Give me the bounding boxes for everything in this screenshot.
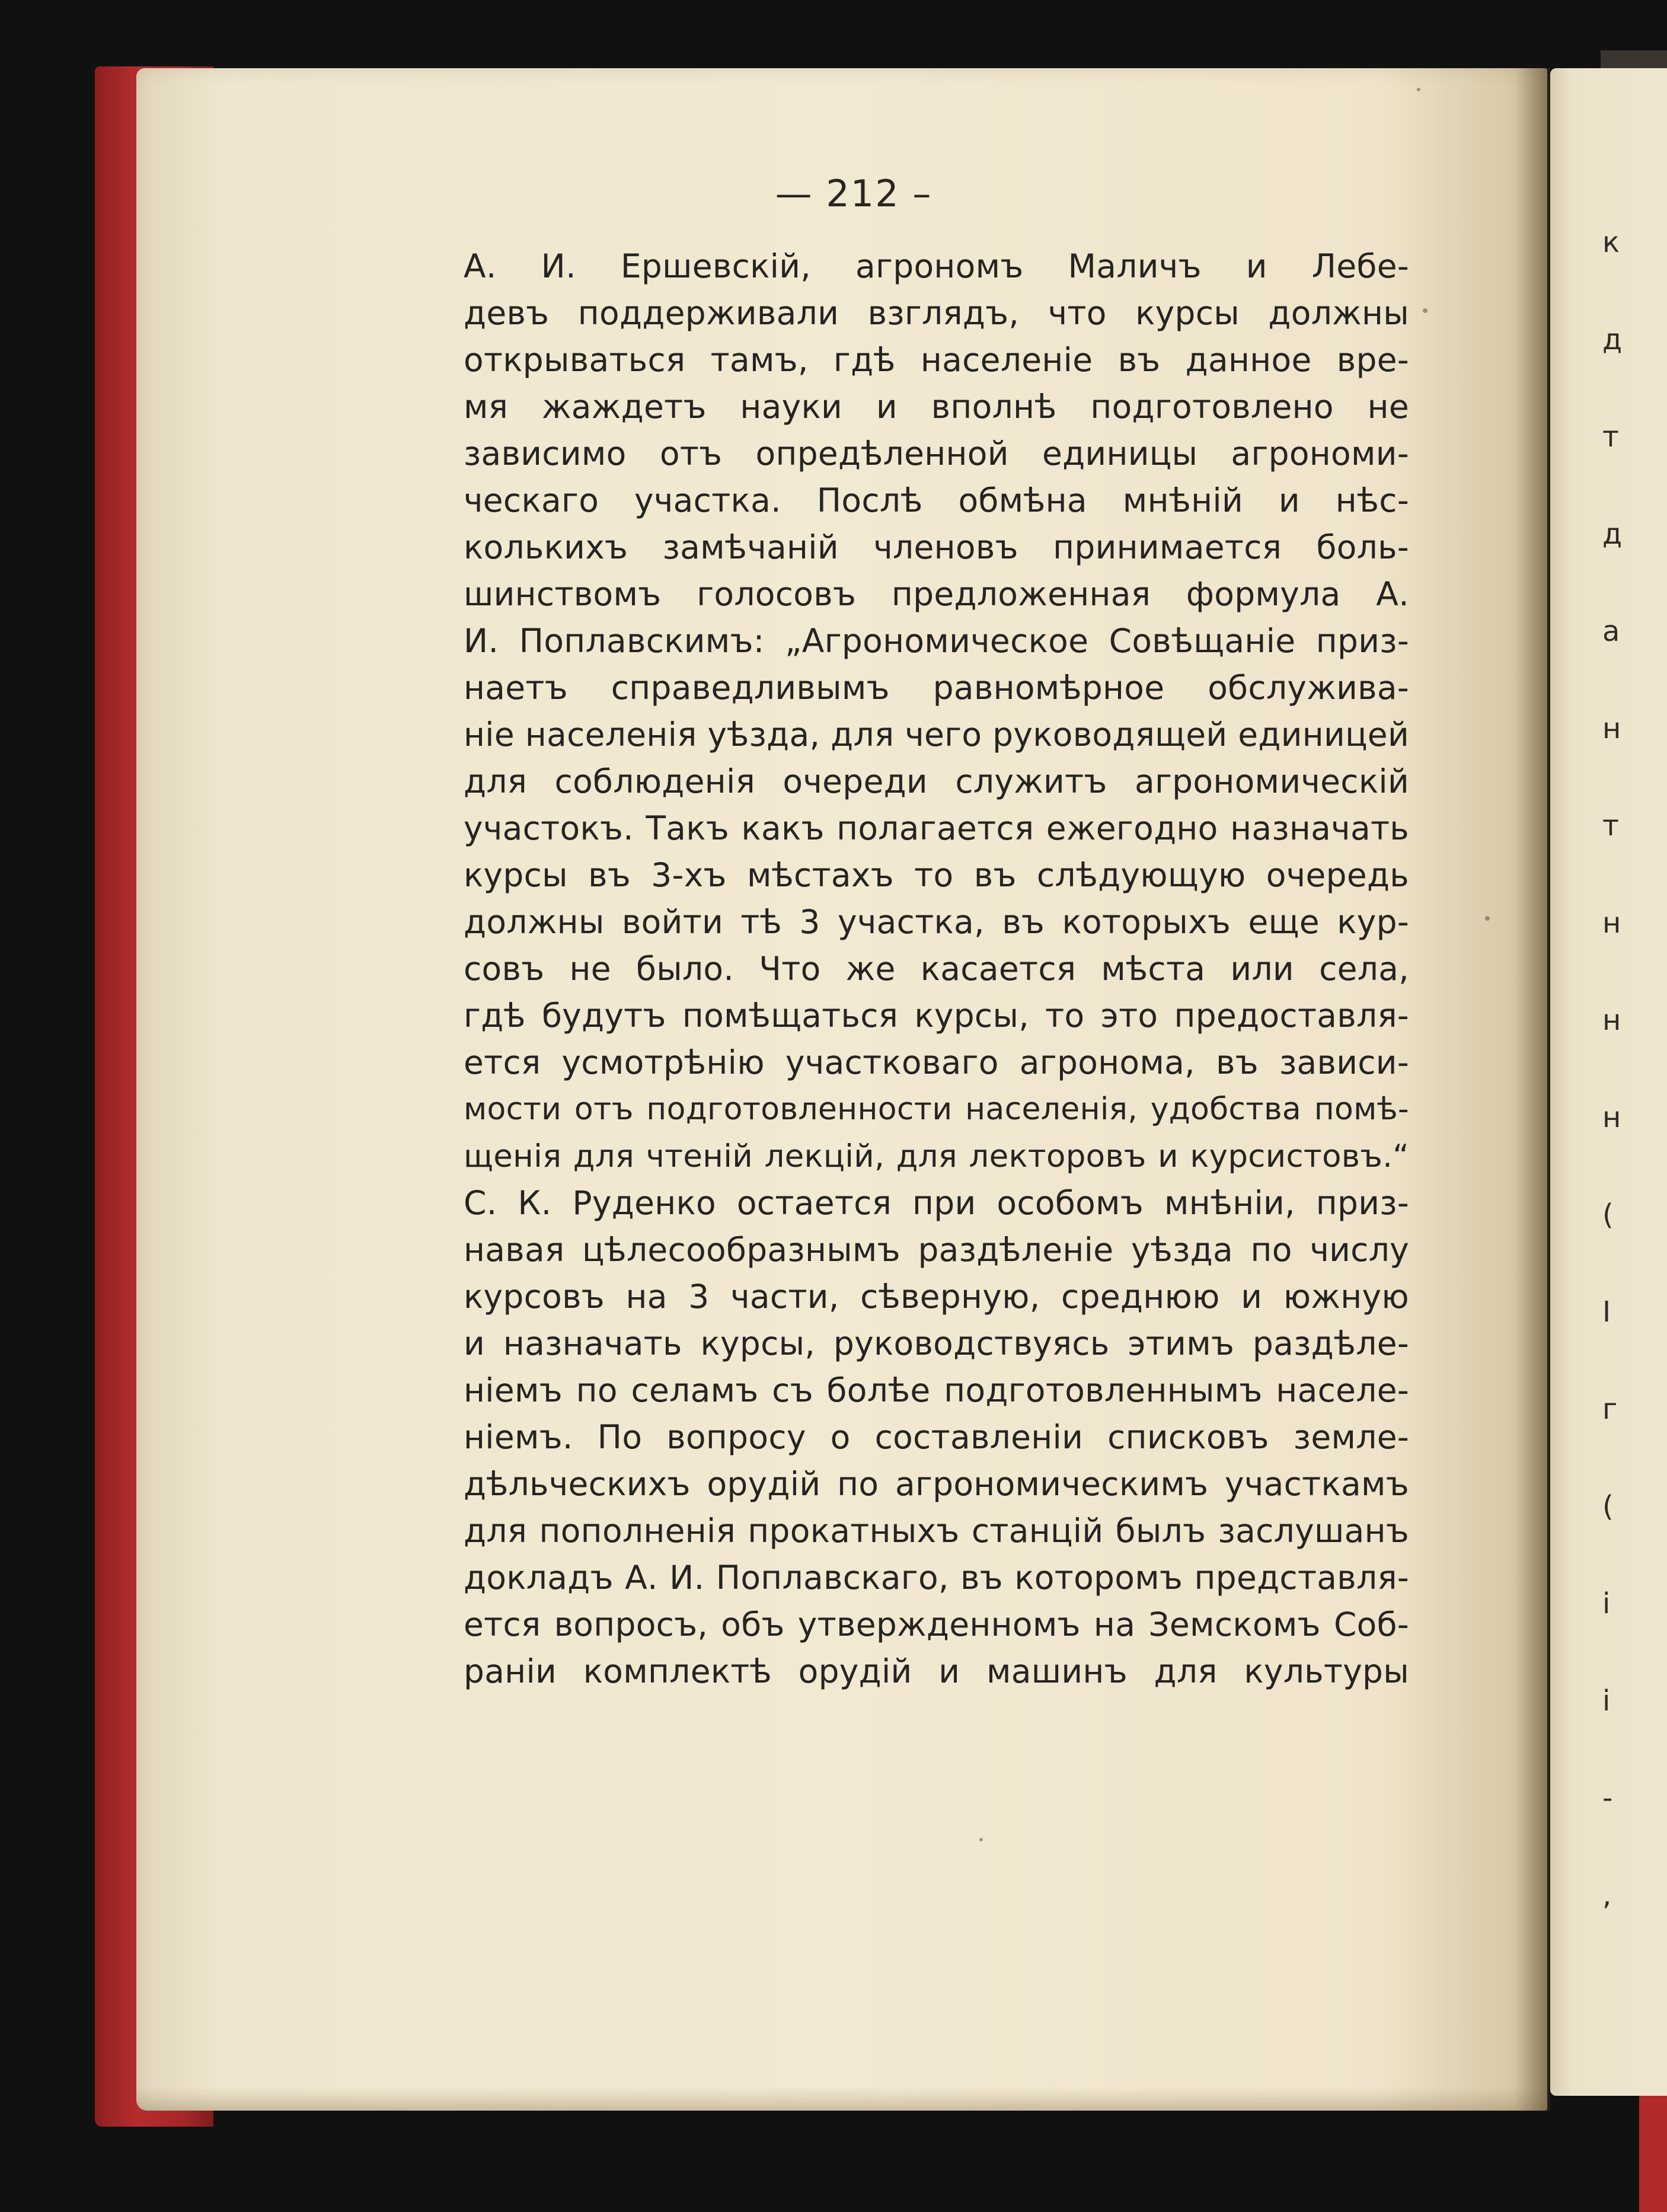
page-number: — 212 –	[775, 172, 933, 215]
facing-page-letter: (	[1602, 1490, 1614, 1523]
facing-page-letter: т	[1602, 420, 1619, 454]
text-line: дѣльческихъ орудій по агрономическимъ участкамъ	[464, 1465, 1409, 1503]
text-line: курсовъ на 3 части, сѣверную, среднюю и южную	[464, 1278, 1409, 1316]
page-body-text	[464, 243, 1409, 1695]
text-line: для соблюденія очереди служитъ агрономическій	[464, 762, 1409, 800]
book-cover-corner-right	[1639, 2096, 1667, 2212]
text-line: мя жаждетъ науки и вполнѣ подготовлено не	[464, 388, 1409, 426]
book-cover-top-right	[1601, 50, 1667, 68]
text-line: докладъ А. И. Поплавскаго, въ которомъ представля-	[464, 1559, 1409, 1597]
facing-page-letter: (	[1602, 1198, 1614, 1231]
text-line: щенія для чтеній лекцій, для лекторовъ и курсистовъ.“	[464, 1138, 1409, 1174]
text-line: навая цѣлесообразнымъ раздѣленіе уѣзда по числу	[464, 1231, 1409, 1269]
text-line: ческаго участка. Послѣ обмѣна мнѣній и нѣс-	[464, 481, 1409, 519]
text-line: открываться тамъ, гдѣ населеніе въ данное вре-	[464, 341, 1409, 379]
facing-page-letter: н	[1602, 1101, 1621, 1134]
text-line: ніе населенія уѣзда, для чего руководящей единицей	[464, 716, 1409, 754]
facing-page-letter: н	[1602, 906, 1621, 940]
text-line: девъ поддерживали взглядъ, что курсы должны	[464, 294, 1409, 332]
facing-page-letter: І	[1602, 1295, 1611, 1329]
facing-page-letter: н	[1602, 712, 1621, 745]
text-line: колькихъ замѣчаній членовъ принимается боль-	[464, 528, 1409, 566]
facing-page-letter: а	[1602, 615, 1620, 648]
text-line: наетъ справедливымъ равномѣрное обслужива-	[464, 669, 1409, 707]
text-line: И. Поплавскимъ: „Агрономическое Совѣщаніе приз-	[464, 622, 1409, 660]
paper-speck	[1485, 916, 1490, 921]
facing-page-letter: д	[1602, 518, 1623, 551]
text-line: мости отъ подготовленности населенія, удобства помѣ-	[464, 1091, 1409, 1127]
text-line: ніемъ. По вопросу о составленіи списковъ земле-	[464, 1418, 1409, 1456]
text-line: шинствомъ голосовъ предложенная формула А.	[464, 575, 1409, 613]
text-line: участокъ. Такъ какъ полагается ежегодно назначать	[464, 809, 1409, 847]
text-line: курсы въ 3-хъ мѣстахъ то въ слѣдующую очередь	[464, 856, 1409, 894]
facing-page-letter: к	[1602, 226, 1620, 259]
text-line: и назначать курсы, руководствуясь этимъ раздѣле-	[464, 1324, 1409, 1362]
facing-page-letter: -	[1602, 1782, 1613, 1815]
facing-page-letter: і	[1602, 1684, 1611, 1718]
facing-page-letter: н	[1602, 1004, 1621, 1037]
text-line: совъ не было. Что же касается мѣста или села,	[464, 950, 1409, 988]
text-line: гдѣ будутъ помѣщаться курсы, то это предоставля-	[464, 997, 1409, 1035]
facing-page-letter: ,	[1602, 1879, 1612, 1912]
paper-speck	[979, 1838, 983, 1841]
facing-page-letter: г	[1602, 1393, 1618, 1426]
text-line: ется усмотрѣнію участковаго агронома, въ зависи-	[464, 1043, 1409, 1081]
left-page-bottom-shadow	[136, 2087, 1547, 2111]
text-line: должны войти тѣ 3 участка, въ которыхъ еще кур-	[464, 903, 1409, 941]
text-line: ніемъ по селамъ съ болѣе подготовленнымъ населе-	[464, 1371, 1409, 1409]
text-line: А. И. Ершевскій, агрономъ Маличъ и Лебе-	[464, 247, 1409, 285]
text-line: для пополненія прокатныхъ станцій былъ заслушанъ	[464, 1512, 1409, 1550]
text-line: ется вопросъ, объ утвержденномъ на Земскомъ Соб-	[464, 1605, 1409, 1643]
facing-page	[1550, 68, 1667, 2096]
facing-page-letter: д	[1602, 323, 1623, 356]
book-gutter	[1515, 68, 1550, 2111]
facing-page-letter: т	[1602, 809, 1619, 842]
text-line: С. К. Руденко остается при особомъ мнѣніи, приз-	[464, 1184, 1409, 1222]
text-line: зависимо отъ опредѣленной единицы агрономи-	[464, 435, 1409, 473]
facing-page-letter: і	[1602, 1587, 1611, 1620]
text-line: раніи комплектѣ орудій и машинъ для культуры	[464, 1652, 1409, 1690]
paper-speck	[1423, 308, 1428, 313]
paper-speck	[1417, 88, 1420, 91]
